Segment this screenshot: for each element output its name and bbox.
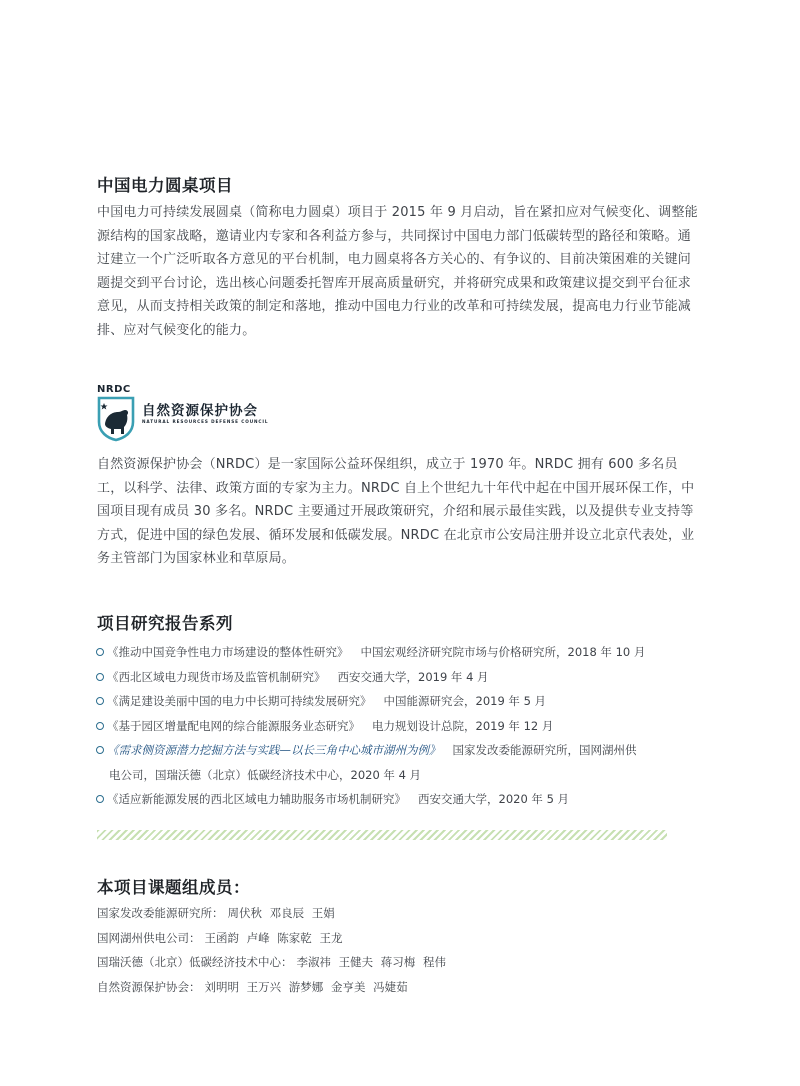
report-item	[97, 665, 697, 690]
member-org: 国家发改委能源研究所：	[97, 906, 224, 920]
circle-bullet-icon	[96, 673, 104, 681]
member-org: 国瑞沃德（北京）低碳经济技术中心：	[97, 955, 293, 969]
report-item-current	[97, 738, 697, 787]
circle-bullet-icon	[96, 795, 104, 803]
report-title: 《需求侧资源潜力挖掘方法与实践—以长三角中心城市湖州为例》	[107, 743, 441, 757]
report-source: 西安交通大学，2020 年 5 月	[418, 792, 570, 806]
hatched-divider	[97, 830, 667, 840]
member-names: 周伏秋 邓良辰 王娟	[227, 906, 335, 920]
report-source-continuation: 电公司，国瑞沃德（北京）低碳经济技术中心，2020 年 4 月	[109, 767, 422, 782]
member-group	[97, 975, 446, 1000]
report-source: 中国能源研究会，2019 年 5 月	[383, 694, 547, 708]
polar-bear-shield-icon	[97, 396, 135, 442]
member-group	[97, 926, 446, 951]
report-item	[97, 787, 697, 812]
report-title: 《推动中国竞争性电力市场建设的整体性研究》	[107, 645, 349, 659]
report-source: 中国宏观经济研究院市场与价格研究所，2018 年 10 月	[360, 645, 646, 659]
member-names: 刘明明 王万兴 游梦娜 金亨美 冯婕茹	[204, 979, 408, 994]
member-names: 李淑祎 王健夫 蒋习梅 程伟	[296, 955, 446, 969]
project-title: 中国电力圆桌项目	[97, 176, 233, 195]
logo-name-en: NATURAL RESOURCES DEFENSE COUNCIL	[142, 419, 269, 424]
member-org: 自然资源保护协会：	[97, 979, 201, 994]
logo-name-cn: 自然资源保护协会	[142, 403, 258, 419]
logo-acronym: NRDC	[97, 384, 131, 395]
member-group	[97, 901, 446, 926]
report-title: 《适应新能源发展的西北区域电力辅助服务市场机制研究》	[107, 792, 406, 806]
report-source: 西安交通大学，2019 年 4 月	[337, 669, 489, 684]
report-item	[97, 640, 697, 665]
report-source: 国家发改委能源研究所，国网湖州供	[452, 743, 637, 757]
member-org: 国网湖州供电公司：	[97, 930, 201, 945]
report-item	[97, 714, 697, 739]
report-list	[97, 640, 697, 812]
report-source: 电力规划设计总院，2019 年 12 月	[372, 718, 554, 733]
member-list	[97, 901, 446, 999]
report-item	[97, 689, 697, 714]
circle-bullet-icon	[96, 746, 104, 754]
circle-bullet-icon	[96, 722, 104, 730]
circle-bullet-icon	[96, 648, 104, 656]
org-description: 自然资源保护协会（NRDC）是一家国际公益环保组织，成立于 1970 年。NRDC 拥有 600 多名员工，以科学、法律、政策方面的专家为主力。NRDC 自上个世纪九十年代中起在中国开展环保工作，中国项目现有成员 30 多名。NRDC 主要通过开展政策研究，介绍和展示最佳实践，以及提供专业支持等方式，促进中国的绿色发展、循环发展和低碳发展。NRDC 在北京市公安局注册并设立北京代表处，业务主管部门为国家林业和草原局。	[97, 457, 695, 566]
report-title: 《满足建设美丽中国的电力中长期可持续发展研究》	[107, 694, 372, 708]
project-description: 中国电力可持续发展圆桌（简称电力圆桌）项目于 2015 年 9 月启动，旨在紧扣应对气候变化、调整能源结构的国家战略，邀请业内专家和各利益方参与，共同探讨中国电力部门低碳转型的路径和策略。通过建立一个广泛听取各方意见的平台机制，电力圆桌将各方关心的、有争议的、目前决策困难的关键问题提交到平台讨论，选出核心问题委托智库开展高质量研究，并将研究成果和政策建议提交到平台征求意见，从而支持相关政策的制定和落地，推动中国电力行业的改革和可持续发展，提高电力行业节能减排、应对气候变化的能力。	[97, 205, 698, 338]
reports-title: 项目研究报告系列	[97, 614, 233, 633]
member-group	[97, 950, 446, 975]
members-title: 本项目课题组成员：	[97, 878, 250, 897]
circle-bullet-icon	[96, 697, 104, 705]
nrdc-logo	[97, 384, 297, 442]
report-title: 《西北区域电力现货市场及监管机制研究》	[107, 669, 326, 684]
report-title: 《基于园区增量配电网的综合能源服务业态研究》	[107, 718, 360, 733]
member-names: 王函韵 卢峰 陈家乾 王龙	[204, 930, 343, 945]
